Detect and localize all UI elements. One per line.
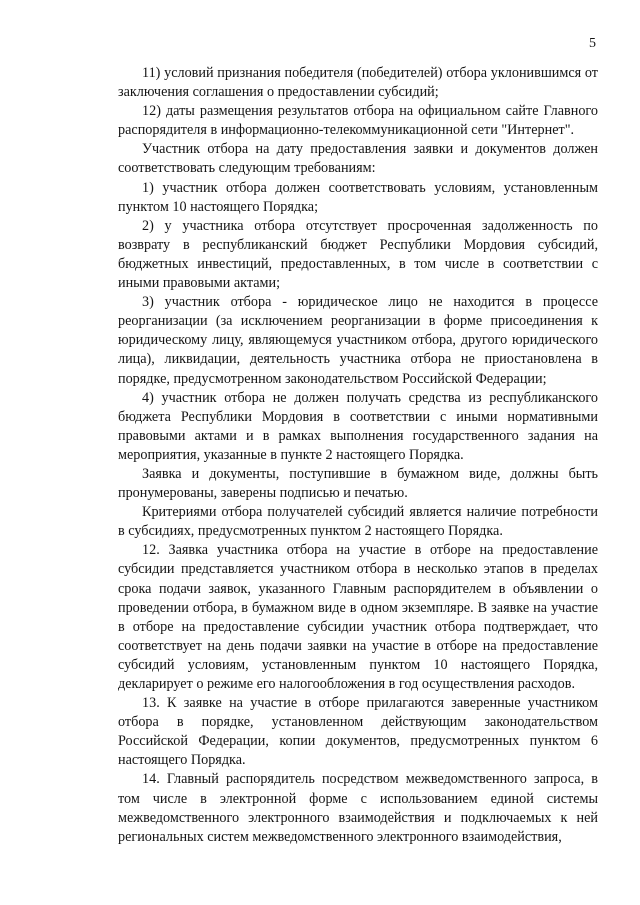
- paragraph-selection-criteria: Критериями отбора получателей субсидий является наличие потребности в субсидиях, предусмотренных пунктом 2 настоящего Порядка.: [118, 504, 598, 540]
- paragraph-paper-documents: Заявка и документы, поступившие в бумажном виде, должны быть пронумерованы, заверены подписью и печатью.: [118, 465, 598, 502]
- paragraph-requirement-2: 2) у участника отбора отсутствует просроченная задолженность по возврату в республиканский бюджет Республики Мордовия субсидий, бюджетных инвестиций, предоставленных, в том числе в соответствии с иными правовыми актами;: [118, 217, 598, 292]
- paragraph-section-13: 13. К заявке на участие в отборе прилагаются заверенные участником отбора в порядке, установленном действующим законодательством Российской Федерации, копии документов, предусмотренных пунктом 6 настоящего Порядка.: [118, 695, 598, 769]
- paragraph-section-14: 14. Главный распорядитель посредством межведомственного запроса, в том числе в электронной форме с использованием единой системы межведомственного электронного взаимодействия и подключаемых к ней региональных систем межведомственного электронного взаимодействия,: [118, 771, 598, 845]
- paragraph-section-12: 12. Заявка участника отбора на участие в отборе на предоставление субсидии представляется участником отбора в несколько этапов в пределах срока подачи заявок, указанного Главным распорядителем в объявлении о проведении отбора, в бумажном виде в одном экземпляре. В заявке на участие в отборе на предоставление субсидии участник отбора подтверждает, что соответствует на день подачи заявки на участие в отборе на предоставление субсидий условиям, установленным пунктом 10 настоящего Порядка, декларирует о режиме его налогообложения в год осуществления расходов.: [118, 542, 598, 692]
- page-number: 5: [589, 36, 596, 51]
- paragraph-item-12: 12) даты размещения результатов отбора на официальном сайте Главного распорядителя в информационно-телекоммуникационной сети "Интернет".: [118, 103, 598, 139]
- paragraph-item-11: 11) условий признания победителя (победителей) отбора уклонившимся от заключения соглашения о предоставлении субсидий;: [118, 65, 598, 101]
- paragraph-requirements-intro: Участник отбора на дату предоставления заявки и документов должен соответствовать следующим требованиям:: [118, 141, 598, 177]
- paragraph-requirement-1: 1) участник отбора должен соответствовать условиям, установленным пунктом 10 настоящего Порядка;: [118, 179, 598, 215]
- document-body: [118, 64, 598, 847]
- paragraph-requirement-4: 4) участник отбора не должен получать средства из республиканского бюджета Республики Мордовия в соответствии с иными нормативными правовыми актами и в рамках выполнения государственного задания на мероприятия, указанные в пункте 2 настоящего Порядка.: [118, 389, 598, 463]
- paragraph-requirement-3: 3) участник отбора - юридическое лицо не находится в процессе реорганизации (за исключением реорганизации в форме присоединения к юридическому лицу, являющемуся участником отбора, другого юридического лица), ликвидации, деятельность участника отбора не приостановлена в порядке, предусмотренном законодательством Российской Федерации;: [118, 294, 598, 387]
